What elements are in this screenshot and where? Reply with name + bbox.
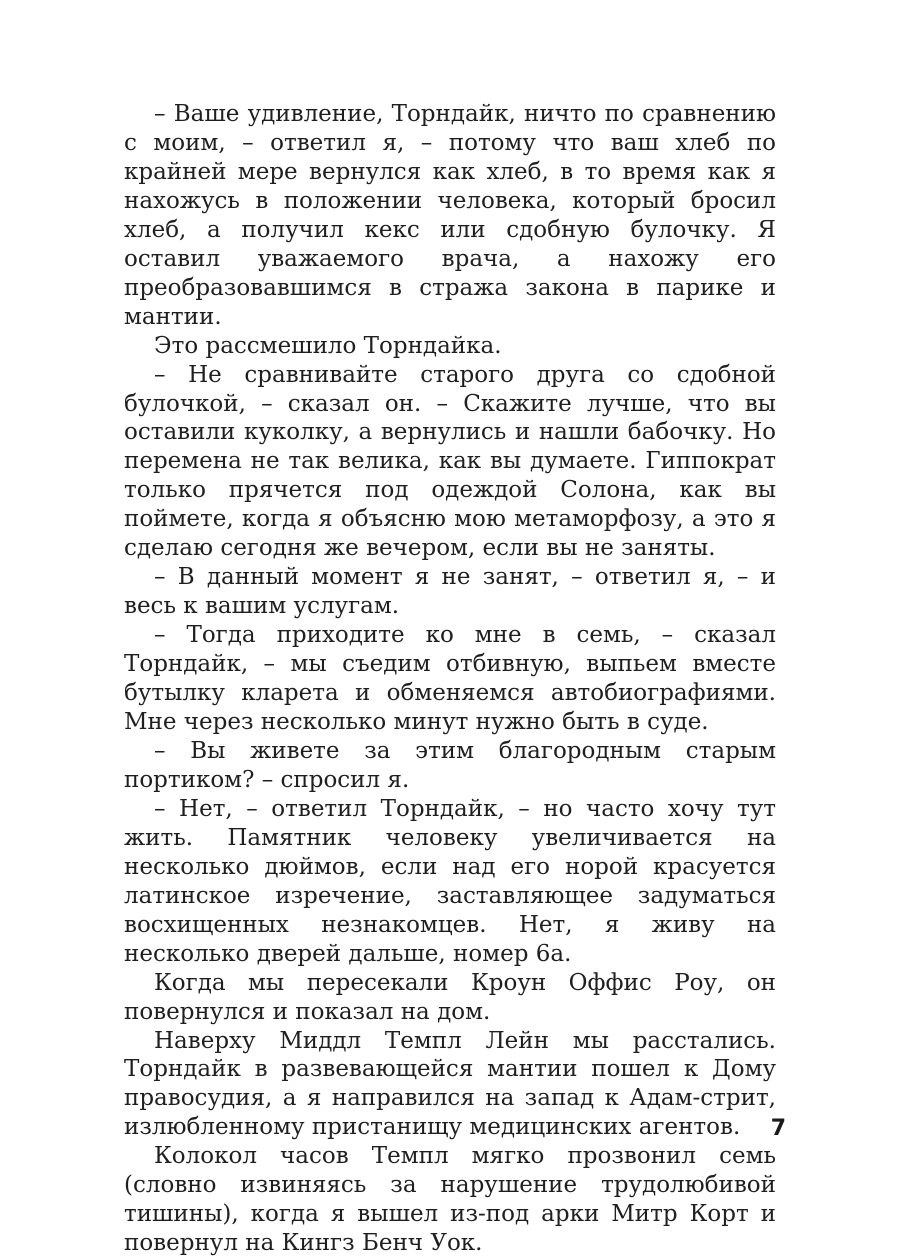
paragraph: Когда мы пересекали Кроун Оффис Роу, он повернулся и показал на дом. xyxy=(124,969,776,1025)
paragraph: – Вы живете за этим благородным старым портиком? – спросил я. xyxy=(124,737,776,793)
page-number: 7 xyxy=(770,1116,786,1141)
paragraph: – В данный момент я не занят, – ответил я, – и весь к вашим услугам. xyxy=(124,564,776,620)
paragraph: Это рассмешило Торндайка. xyxy=(154,332,502,359)
paragraph: Колокол часов Темпл мягко прозвонил семь (словно извиняясь за нарушение трудолюбивой тишины), когда я вышел из-под арки Митр Корт и повернул на Кингз Бенч Уок. xyxy=(124,1143,776,1257)
paragraph: – Не сравнивайте старого друга со сдобной булочкой, – сказал он. – Скажите лучше, что вы оставили куколку, а вернулись и нашли бабочку. Но перемена не так велика, как вы думаете. Гиппократ только прячется под одеждой Солона, как вы поймете, когда я объясню мою метаморфозу, а это я сделаю сегодня же вечером, если вы не заняты. xyxy=(124,361,776,562)
paragraph: – Ваше удивление, Торндайк, ничто по сравнению с моим, – ответил я, – потому что ваш хлеб по крайней мере вернулся как хлеб, в то время как я нахожусь в положении человека, который бросил хлеб, а получил кекс или сдобную булочку. Я оставил уважаемого врача, а нахожу его преобразовавшимся в стража закона в парике и мантии. xyxy=(124,101,776,330)
paragraph: Наверху Миддл Темпл Лейн мы расстались. Торндайк в развевающейся мантии пошел к Дому правосудия, а я направился на запад к Адам-стрит, излюбленному пристанищу медицинских агентов. xyxy=(124,1027,776,1141)
paragraph: – Нет, – ответил Торндайк, – но часто хочу тут жить. Памятник человеку увеличивается на несколько дюймов, если над его норой красуется латинское изречение, заставляющее задуматься восхищенных незнакомцев. Нет, я живу на несколько дверей дальше, номер 6а. xyxy=(124,795,776,967)
paragraph: – Тогда приходите ко мне в семь, – сказал Торндайк, – мы съедим отбивную, выпьем вместе бутылку кларета и обменяемся автобиографиями. Мне через несколько минут нужно быть в суде. xyxy=(124,622,776,736)
body-text xyxy=(124,100,776,1258)
